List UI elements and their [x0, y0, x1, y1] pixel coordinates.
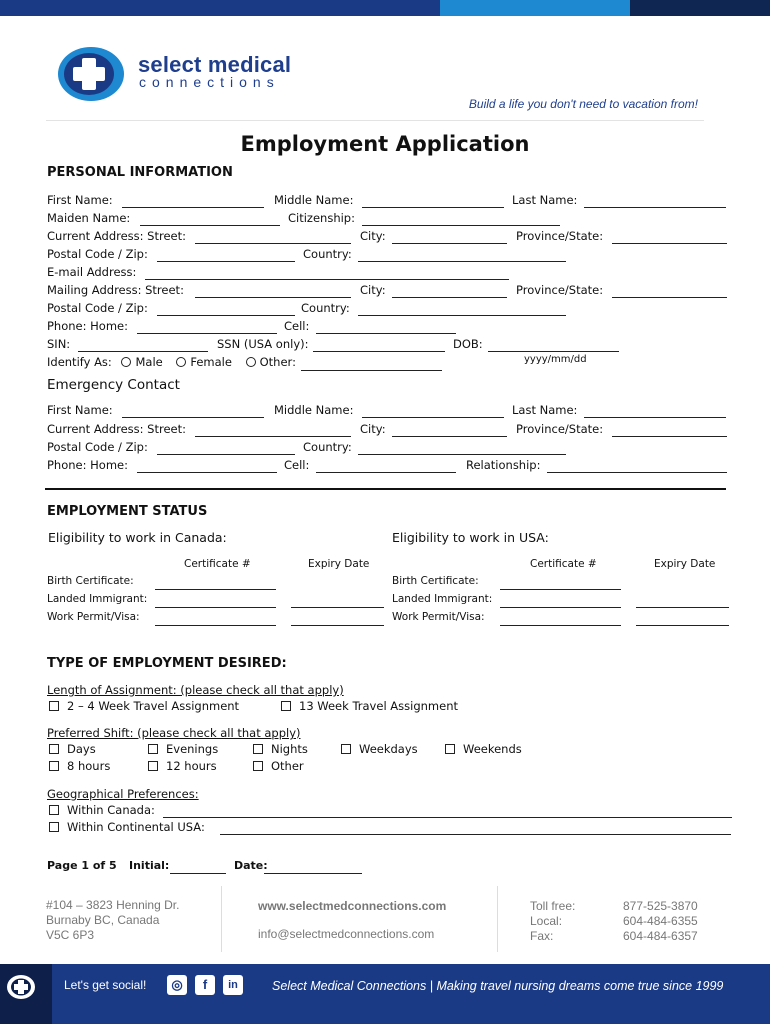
tollfree-number: 877-525-3870	[623, 899, 698, 913]
footer-divider-2	[497, 886, 498, 952]
em-last-name-label: Last Name:	[512, 403, 578, 417]
dob-label: DOB:	[453, 337, 483, 351]
shift-weekends[interactable]	[445, 742, 522, 756]
em-country-label: Country:	[303, 440, 352, 454]
cell-field[interactable]	[316, 333, 456, 334]
checkbox[interactable]	[253, 761, 263, 771]
checkbox[interactable]	[49, 744, 59, 754]
type-heading: TYPE OF EMPLOYMENT DESIRED:	[47, 656, 287, 671]
shift-12-hours-label: 12 hours	[166, 759, 217, 773]
ca-permit-cert-field[interactable]	[155, 625, 276, 626]
shift-days[interactable]	[49, 742, 96, 756]
province-label: Province/State:	[516, 229, 604, 243]
brand-subname: connections	[139, 74, 280, 90]
ssn-field[interactable]	[313, 351, 445, 352]
initial-label: Initial:	[129, 859, 170, 872]
current-address-label: Current Address: Street:	[47, 229, 186, 243]
mailing-province-field[interactable]	[612, 297, 727, 298]
current-street-field[interactable]	[195, 243, 351, 244]
mailing-city-field[interactable]	[392, 297, 507, 298]
top-bar-dark	[630, 0, 770, 16]
geo-usa-field[interactable]	[220, 834, 731, 835]
other-identify-field[interactable]	[301, 370, 442, 371]
fax-label: Fax:	[530, 929, 554, 943]
first-name-label: First Name:	[47, 193, 113, 207]
linkedin-icon[interactable]: in	[223, 975, 243, 995]
email-link[interactable]: info@selectmedconnections.com	[258, 927, 435, 941]
footer-logo-icon	[6, 974, 36, 1005]
geo-canada-field[interactable]	[163, 817, 732, 818]
middle-name-field[interactable]	[362, 207, 504, 208]
page-title: Employment Application	[240, 132, 530, 156]
shift-evenings-label: Evenings	[166, 742, 219, 756]
top-bar-navy	[0, 0, 440, 16]
sin-field[interactable]	[78, 351, 208, 352]
female-label: Female	[190, 355, 232, 369]
employment-status-heading: EMPLOYMENT STATUS	[47, 504, 208, 519]
ssn-label: SSN (USA only):	[217, 337, 309, 351]
ca-birth-label: Birth Certificate:	[47, 575, 134, 587]
mailing-province-label: Province/State:	[516, 283, 604, 297]
em-phone-label: Phone: Home:	[47, 458, 128, 472]
footer-slogan: Select Medical Connections | Making travel nursing dreams come true since 1999	[272, 979, 724, 993]
maiden-name-field[interactable]	[140, 225, 280, 226]
geo-usa[interactable]	[49, 820, 205, 834]
checkbox[interactable]	[253, 744, 263, 754]
email-label: E-mail Address:	[47, 265, 137, 279]
em-province-label: Province/State:	[516, 422, 604, 436]
ca-birth-cert-field[interactable]	[155, 589, 276, 590]
section-personal-heading: PERSONAL INFORMATION	[47, 165, 233, 180]
shift-days-label: Days	[67, 742, 96, 756]
length-option-1-label: 2 – 4 Week Travel Assignment	[67, 699, 240, 713]
identify-as-text: Identify As:	[47, 355, 112, 369]
phone-home-label: Phone: Home:	[47, 319, 128, 333]
em-city-label: City:	[360, 422, 386, 436]
checkbox[interactable]	[341, 744, 351, 754]
ca-cert-header: Certificate #	[184, 558, 251, 570]
citizenship-field[interactable]	[362, 225, 560, 226]
length-label: Length of Assignment: (please check all that apply)	[47, 683, 344, 697]
length-option-2[interactable]	[281, 699, 458, 713]
address-block	[46, 898, 179, 943]
mailing-address-label: Mailing Address: Street:	[47, 283, 184, 297]
mailing-street-field[interactable]	[195, 297, 351, 298]
relationship-field[interactable]	[547, 472, 727, 473]
last-name-field[interactable]	[584, 207, 726, 208]
us-landed-cert-field[interactable]	[500, 607, 621, 608]
local-number: 604-484-6355	[623, 914, 698, 928]
eligibility-canada-label: Eligibility to work in Canada:	[48, 530, 227, 545]
date-field[interactable]	[264, 873, 362, 874]
em-address-label: Current Address: Street:	[47, 422, 186, 436]
country-field[interactable]	[358, 261, 566, 262]
other-radio[interactable]	[246, 357, 256, 367]
fax-number: 604-484-6357	[623, 929, 698, 943]
dob-hint: yyyy/mm/dd	[524, 354, 587, 365]
shift-evenings[interactable]	[148, 742, 218, 756]
em-middle-name-field[interactable]	[362, 417, 504, 418]
em-cell-label: Cell:	[284, 458, 310, 472]
checkbox[interactable]	[49, 701, 59, 711]
checkbox[interactable]	[445, 744, 455, 754]
checkbox[interactable]	[148, 744, 158, 754]
checkbox[interactable]	[49, 805, 59, 815]
phone-labels	[530, 899, 575, 944]
ca-expiry-header: Expiry Date	[308, 558, 370, 570]
footer-divider	[221, 886, 222, 952]
em-last-name-field[interactable]	[584, 417, 726, 418]
shift-label: Preferred Shift: (please check all that apply)	[47, 726, 301, 740]
female-radio[interactable]	[176, 357, 186, 367]
email-field[interactable]	[145, 279, 509, 280]
us-birth-cert-field[interactable]	[500, 589, 621, 590]
dob-field[interactable]	[488, 351, 619, 352]
shift-8-hours-label: 8 hours	[67, 759, 111, 773]
date-label: Date:	[234, 859, 268, 872]
brand-name: select medical	[138, 52, 292, 77]
address-line-3: V5C 6P3	[46, 928, 95, 942]
us-permit-label: Work Permit/Visa:	[392, 611, 485, 623]
mailing-postal-label: Postal Code / Zip:	[47, 301, 148, 315]
mailing-postal-field[interactable]	[157, 315, 295, 316]
length-option-1[interactable]	[49, 699, 239, 713]
em-first-name-label: First Name:	[47, 403, 113, 417]
section-divider	[45, 488, 726, 490]
male-radio[interactable]	[121, 357, 131, 367]
checkbox[interactable]	[148, 761, 158, 771]
tollfree-label: Toll free:	[530, 899, 576, 913]
ca-permit-label: Work Permit/Visa:	[47, 611, 140, 623]
ca-landed-expiry-field[interactable]	[291, 607, 384, 608]
checkbox[interactable]	[49, 761, 59, 771]
ca-permit-expiry-field[interactable]	[291, 625, 384, 626]
address-line-1: #104 – 3823 Henning Dr.	[46, 898, 180, 912]
shift-nights-label: Nights	[271, 742, 308, 756]
address-line-2: Burnaby BC, Canada	[46, 913, 160, 927]
citizenship-label: Citizenship:	[288, 211, 355, 225]
em-postal-field[interactable]	[157, 454, 295, 455]
social-label: Let's get social!	[64, 978, 147, 992]
us-birth-label: Birth Certificate:	[392, 575, 479, 587]
instagram-icon[interactable]: ◎	[167, 975, 187, 995]
shift-other[interactable]	[253, 759, 304, 773]
shift-weekdays[interactable]	[341, 742, 418, 756]
ca-landed-label: Landed Immigrant:	[47, 593, 148, 605]
other-label: Other:	[259, 355, 296, 369]
city-label: City:	[360, 229, 386, 243]
tagline: Build a life you don't need to vacation from!	[468, 97, 698, 111]
postal-label: Postal Code / Zip:	[47, 247, 148, 261]
geo-usa-label: Within Continental USA:	[67, 820, 205, 834]
shift-weekends-label: Weekends	[463, 742, 522, 756]
mailing-city-label: City:	[360, 283, 386, 297]
ca-landed-cert-field[interactable]	[155, 607, 276, 608]
shift-8-hours[interactable]	[49, 759, 110, 773]
us-permit-cert-field[interactable]	[500, 625, 621, 626]
em-first-name-field[interactable]	[122, 417, 264, 418]
maiden-name-label: Maiden Name:	[47, 211, 131, 225]
em-province-field[interactable]	[612, 436, 727, 437]
middle-name-label: Middle Name:	[274, 193, 354, 207]
last-name-label: Last Name:	[512, 193, 578, 207]
male-label: Male	[135, 355, 163, 369]
geo-canada[interactable]	[49, 803, 155, 817]
shift-weekdays-label: Weekdays	[359, 742, 418, 756]
local-label: Local:	[530, 914, 563, 928]
current-city-field[interactable]	[392, 243, 507, 244]
relationship-label: Relationship:	[466, 458, 541, 472]
shift-nights[interactable]	[253, 742, 308, 756]
identify-label	[47, 355, 296, 369]
emergency-heading: Emergency Contact	[47, 377, 180, 393]
phone-home-field[interactable]	[137, 333, 277, 334]
us-landed-label: Landed Immigrant:	[392, 593, 493, 605]
checkbox[interactable]	[281, 701, 291, 711]
page-number: Page 1 of 5	[47, 859, 117, 872]
facebook-icon[interactable]: f	[195, 975, 215, 995]
sin-label: SIN:	[47, 337, 71, 351]
cell-label: Cell:	[284, 319, 310, 333]
website-link[interactable]: www.selectmedconnections.com	[258, 899, 447, 913]
us-permit-expiry-field[interactable]	[636, 625, 729, 626]
geo-canada-label: Within Canada:	[67, 803, 155, 817]
logo-cross-icon	[56, 44, 126, 109]
top-bar-blue	[440, 0, 630, 16]
em-middle-name-label: Middle Name:	[274, 403, 354, 417]
em-phone-field[interactable]	[137, 472, 277, 473]
country-label: Country:	[303, 247, 352, 261]
em-city-field[interactable]	[392, 436, 507, 437]
em-country-field[interactable]	[358, 454, 566, 455]
first-name-field[interactable]	[122, 207, 264, 208]
mailing-country-field[interactable]	[358, 315, 566, 316]
em-cell-field[interactable]	[316, 472, 456, 473]
em-street-field[interactable]	[195, 436, 351, 437]
phone-numbers	[623, 899, 698, 944]
shift-12-hours[interactable]	[148, 759, 217, 773]
initial-field[interactable]	[170, 873, 226, 874]
current-province-field[interactable]	[612, 243, 727, 244]
us-expiry-header: Expiry Date	[654, 558, 716, 570]
geo-label: Geographical Preferences:	[47, 787, 199, 801]
postal-field[interactable]	[157, 261, 295, 262]
shift-other-label: Other	[271, 759, 304, 773]
us-landed-expiry-field[interactable]	[636, 607, 729, 608]
eligibility-usa-label: Eligibility to work in USA:	[392, 530, 549, 545]
checkbox[interactable]	[49, 822, 59, 832]
us-cert-header: Certificate #	[530, 558, 597, 570]
mailing-country-label: Country:	[301, 301, 350, 315]
length-option-2-label: 13 Week Travel Assignment	[299, 699, 459, 713]
em-postal-label: Postal Code / Zip:	[47, 440, 148, 454]
divider	[46, 120, 704, 121]
